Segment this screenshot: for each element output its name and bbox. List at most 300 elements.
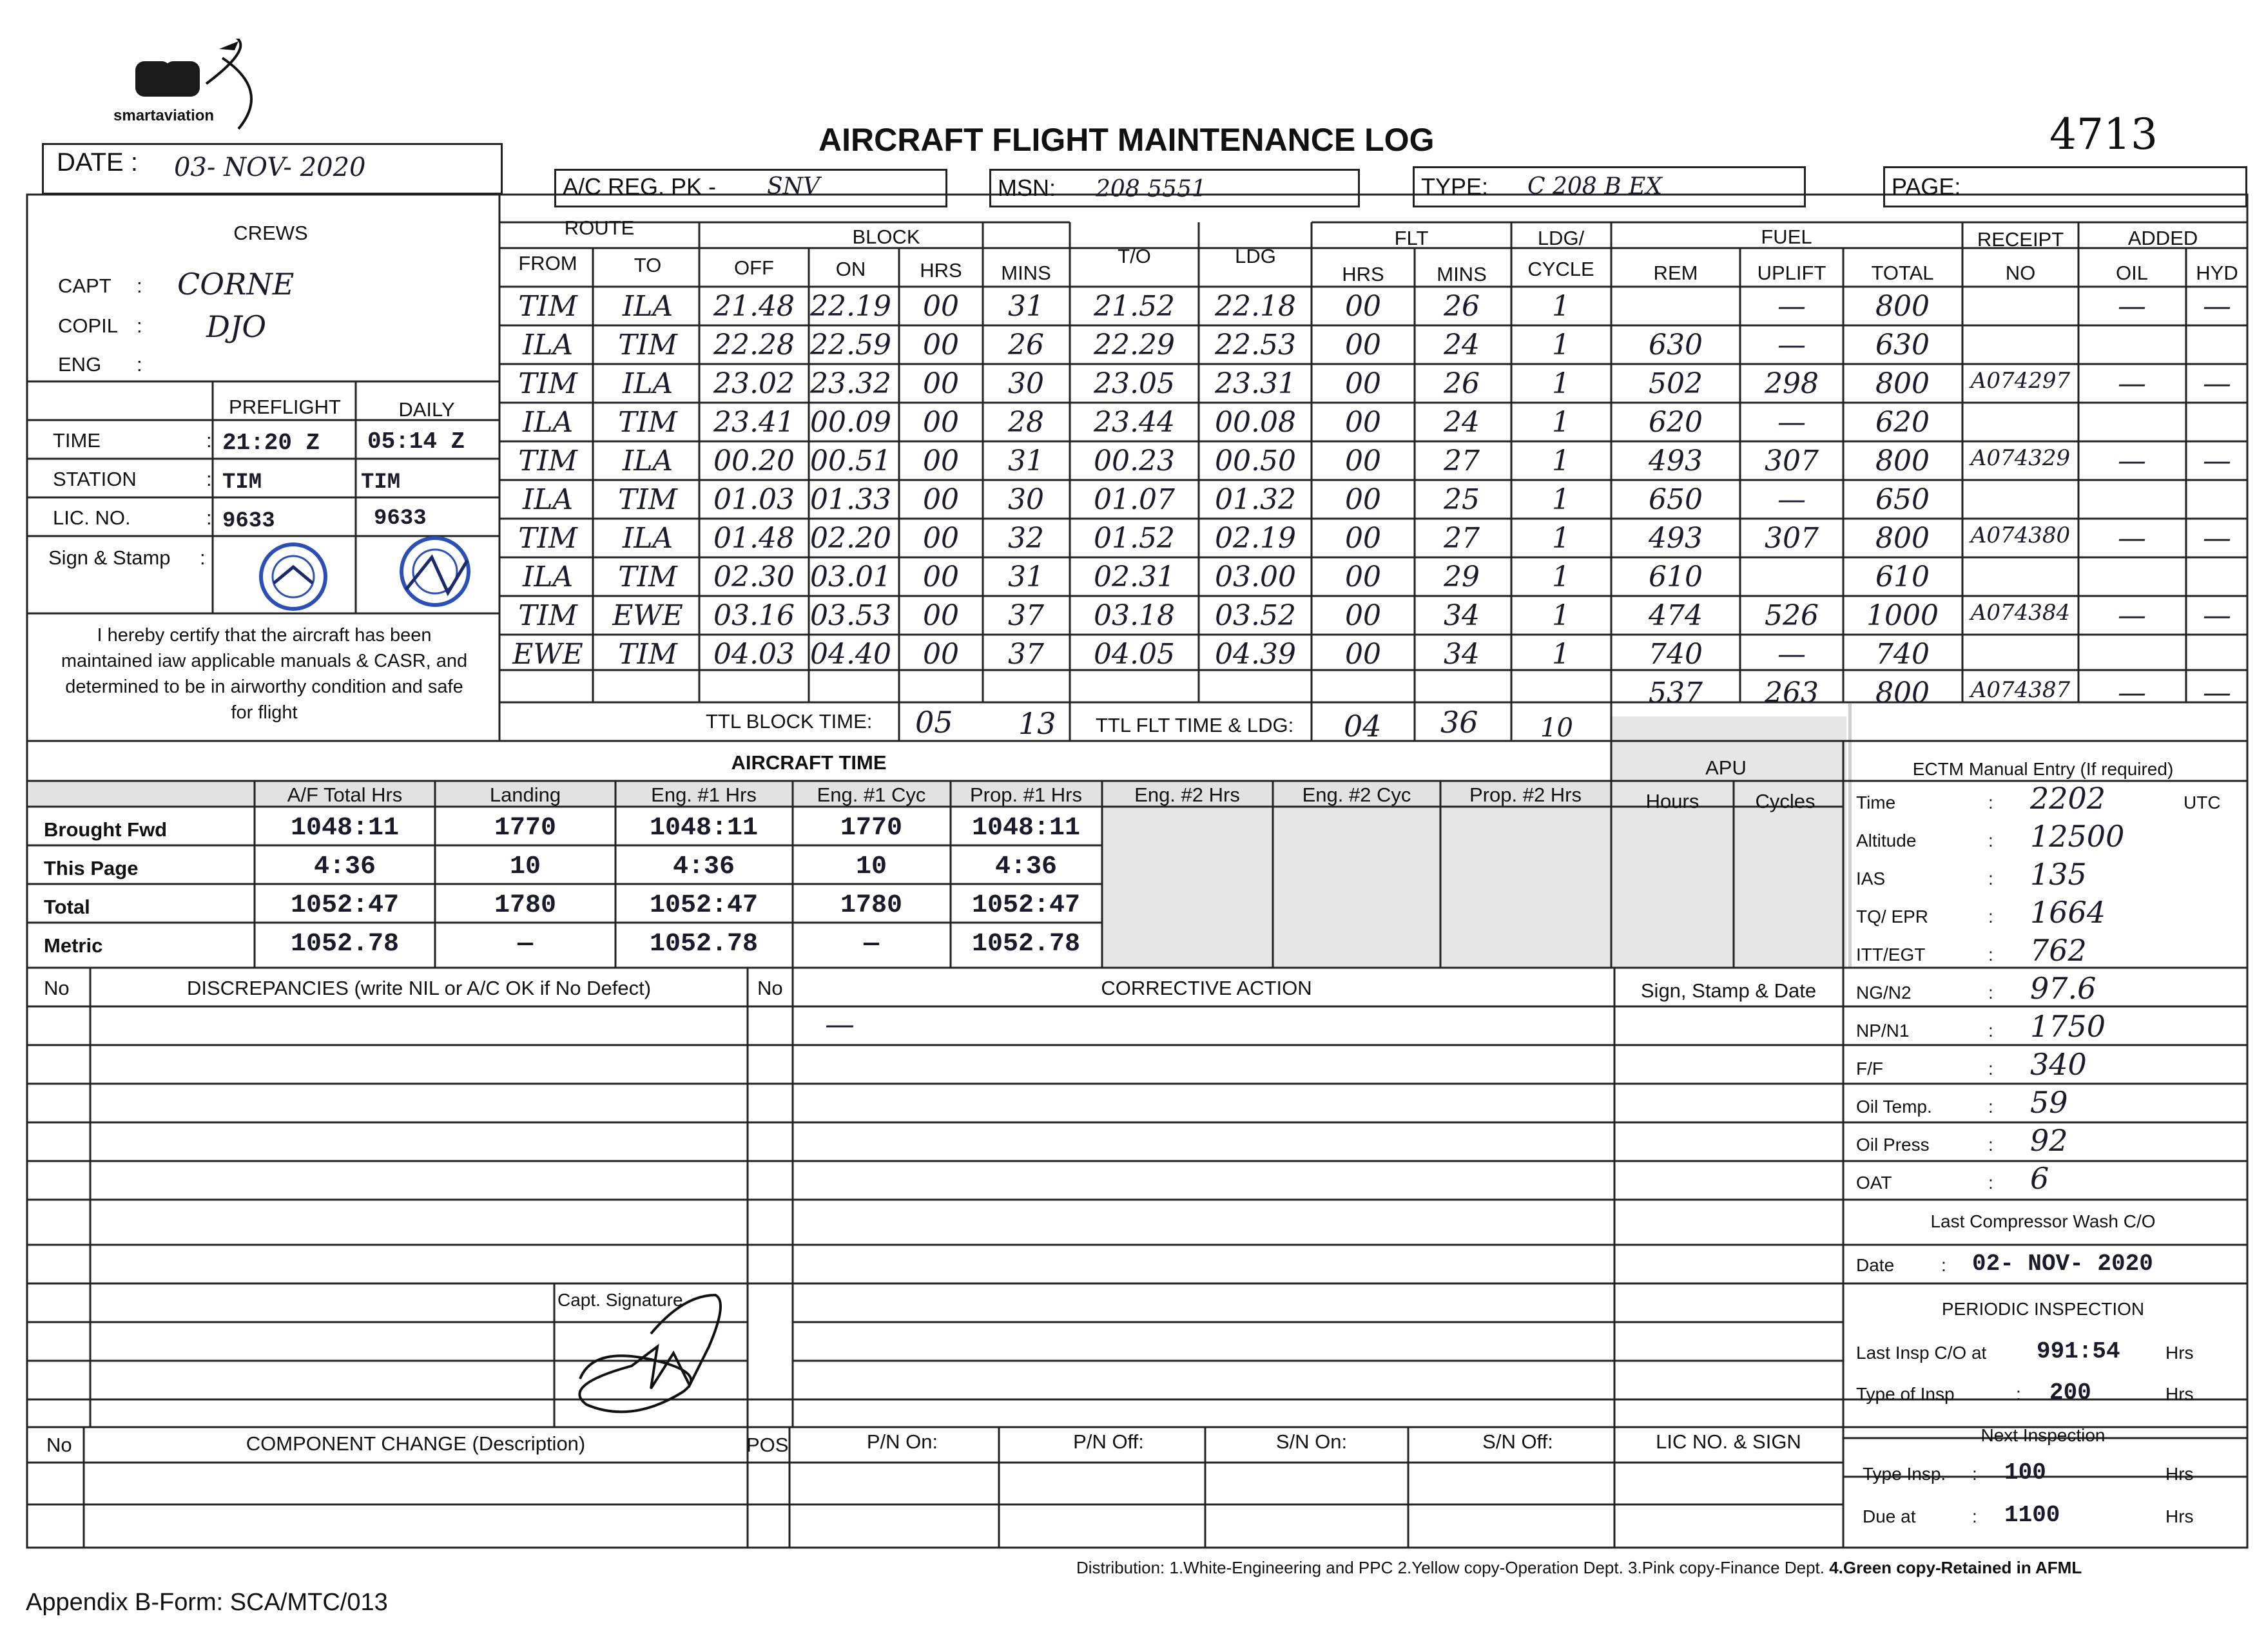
apu-cycles: Cycles <box>1755 790 1816 812</box>
type-insp-label: Type of Insp <box>1856 1384 1955 1404</box>
flight-cell-from: ILA <box>522 483 574 516</box>
aircraft-time-cell: 1770 <box>494 814 557 843</box>
comp-pn-on: P/N On: <box>866 1430 938 1453</box>
capt-label: CAPT <box>58 274 111 297</box>
date-value: 03- NOV- 2020 <box>174 153 366 182</box>
station-label: STATION <box>53 468 137 490</box>
sign-colon: : <box>200 546 206 569</box>
flight-cell-off: 01.03 <box>713 483 795 516</box>
hdr-off: OFF <box>734 256 774 279</box>
apu-heading: APU <box>1705 756 1747 779</box>
flight-cell-flt-hrs: 00 <box>1345 483 1381 516</box>
next-type-colon: : <box>1972 1464 1977 1484</box>
hdr-hrs: HRS <box>920 259 962 282</box>
aircraft-time-cell: 1780 <box>840 891 903 920</box>
distribution-note <box>1076 1558 2082 1578</box>
flight-cell-cyc: 1 <box>1552 638 1570 671</box>
ectm-item-label: Oil Press <box>1856 1135 1930 1155</box>
disc-heading: DISCREPANCIES (write NIL or A/C OK if No Defect) <box>186 977 652 999</box>
flight-cell-hrs: 00 <box>923 483 959 516</box>
next-type-value: 100 <box>2004 1459 2046 1486</box>
flight-cell-hyd: — <box>2203 677 2231 709</box>
flight-cell-uplift: — <box>1777 290 1806 323</box>
ttl-flt-mins: 36 <box>1440 705 1478 740</box>
flight-cell-to: EWE <box>612 599 683 632</box>
aircraft-time-col-header: Prop. #1 Hrs <box>969 783 1083 806</box>
flight-cell-off: 02.30 <box>713 561 795 593</box>
comp-pn-off: P/N Off: <box>1073 1430 1144 1453</box>
aircraft-time-cell: 1048:11 <box>290 814 400 843</box>
flight-cell-flt-hrs: 00 <box>1345 561 1381 593</box>
flight-cell-mins: 31 <box>1008 445 1044 477</box>
flight-cell-total: 740 <box>1875 638 1930 671</box>
ectm-item-colon: : <box>1988 1097 1993 1117</box>
page-label: PAGE: <box>1892 173 1961 200</box>
flight-cell-cyc: 1 <box>1552 290 1570 323</box>
aircraft-time-cell: 10 <box>855 852 887 881</box>
flight-cell-to: TIM <box>618 638 677 671</box>
ectm-item-value: 2202 <box>2030 781 2106 816</box>
aircraft-time-cell: 1052:47 <box>649 891 759 920</box>
ttl-flt-hrs: 04 <box>1344 709 1382 744</box>
flight-cell-mins: 28 <box>1008 406 1044 439</box>
flight-cell-mins: 37 <box>1008 638 1044 671</box>
flight-cell-to-t: 04.05 <box>1094 638 1175 671</box>
flight-cell-ldg: 23.31 <box>1215 367 1296 400</box>
ectm-item-label: F/F <box>1856 1059 1883 1079</box>
ectm-item-label: OAT <box>1856 1173 1892 1193</box>
flight-cell-rem: 630 <box>1649 329 1703 361</box>
hdr-block: BLOCK <box>852 226 920 248</box>
ttl-block-hrs: 05 <box>915 705 953 740</box>
lic-label: LIC. NO. <box>53 506 131 529</box>
flight-cell-hrs: 00 <box>923 329 959 361</box>
flight-cell-total: 630 <box>1875 329 1930 361</box>
aircraft-time-col-header: Prop. #2 Hrs <box>1469 783 1582 806</box>
flight-cell-to-t: 00.23 <box>1094 445 1175 477</box>
flight-cell-total: 650 <box>1875 483 1930 516</box>
aircraft-time-cell: 10 <box>509 852 541 881</box>
ectm-item-value: 1664 <box>2030 895 2106 930</box>
inspection-stamp-daily <box>387 532 483 615</box>
flight-cell-flt-mins: 34 <box>1444 638 1480 671</box>
flight-cell-on: 22.59 <box>810 329 891 361</box>
aircraft-time-col-header: A/F Total Hrs <box>287 783 403 806</box>
flight-cell-flt-hrs: 00 <box>1345 599 1381 632</box>
flight-cell-ldg: 04.39 <box>1215 638 1296 671</box>
ectm-item-label: Altitude <box>1856 831 1917 850</box>
crews-heading: CREWS <box>233 222 308 244</box>
flight-cell-flt-mins: 34 <box>1444 599 1480 632</box>
flight-cell-off: 22.28 <box>713 329 795 361</box>
apu-hours: Hours <box>1645 790 1700 812</box>
flight-cell-to-t: 01.07 <box>1094 483 1175 516</box>
flight-cell-cyc: 1 <box>1552 483 1570 516</box>
lic-preflight: 9633 <box>222 509 275 533</box>
flight-cell-oil: — <box>2118 599 2146 632</box>
ectm-item-colon: : <box>1988 907 1993 927</box>
flight-cell-total: 1000 <box>1866 599 1939 632</box>
aircraft-time-col-header: Landing <box>489 783 561 806</box>
station-colon: : <box>206 468 212 490</box>
distribution-bold: 4.Green copy-Retained in AFML <box>1829 1558 2082 1577</box>
hdr-ldg-cycle-1: LDG/ <box>1537 227 1585 249</box>
due-value: 1100 <box>2004 1502 2060 1528</box>
lic-daily: 9633 <box>374 506 427 531</box>
hdr-to-time: T/O <box>1118 245 1151 267</box>
hdr-to: TO <box>634 254 662 276</box>
flight-cell-hrs: 00 <box>923 445 959 477</box>
type-insp-value: 200 <box>2049 1379 2091 1406</box>
certify-line-1: I hereby certify that the aircraft has been <box>97 625 432 646</box>
aircraft-time-row-label: Brought Fwd <box>44 818 168 841</box>
flight-cell-from: TIM <box>518 367 577 400</box>
flight-cell-ldg: 01.32 <box>1215 483 1296 516</box>
flight-cell-on: 00.09 <box>810 406 891 439</box>
flight-cell-to: TIM <box>618 561 677 593</box>
ttl-block-mins: 13 <box>1018 706 1056 741</box>
flight-cell-cyc: 1 <box>1552 406 1570 439</box>
flight-cell-uplift: — <box>1777 406 1806 439</box>
flight-cell-hyd: — <box>2203 290 2231 323</box>
flight-cell-from: TIM <box>518 599 577 632</box>
flight-cell-from: TIM <box>518 290 577 323</box>
hdr-ldg-cycle-2: CYCLE <box>1527 258 1594 280</box>
flight-cell-on: 03.53 <box>810 599 891 632</box>
flight-cell-to: ILA <box>622 367 673 400</box>
aircraft-time-col-header: Eng. #1 Hrs <box>651 783 757 806</box>
ttl-flt-label: TTL FLT TIME & LDG: <box>1096 714 1294 736</box>
flight-cell-ldg: 02.19 <box>1215 522 1296 555</box>
flight-cell-flt-mins: 26 <box>1444 290 1480 323</box>
flight-cell-cyc: 1 <box>1552 599 1570 632</box>
flight-cell-to: TIM <box>618 329 677 361</box>
next-type-label: Type Insp. <box>1863 1464 1946 1484</box>
ectm-item-value: 135 <box>2030 857 2087 892</box>
aircraft-time-cell: — <box>863 930 880 959</box>
flight-cell-hyd: — <box>2203 522 2231 555</box>
flight-cell-flt-mins: 26 <box>1444 367 1480 400</box>
flight-cell-mins: 30 <box>1008 483 1044 516</box>
flight-cell-flt-mins: 27 <box>1444 445 1480 477</box>
msn-value: 208 5551 <box>1096 176 1206 202</box>
flight-cell-on: 02.20 <box>810 522 891 555</box>
aircraft-time-cell: 1048:11 <box>971 814 1081 843</box>
ectm-item-value: 340 <box>2030 1047 2087 1082</box>
flight-cell-ldg: 00.50 <box>1215 445 1296 477</box>
flight-cell-to: ILA <box>622 445 673 477</box>
flight-cell-hrs: 00 <box>923 561 959 593</box>
copil-colon: : <box>137 314 142 337</box>
due-colon: : <box>1972 1506 1977 1526</box>
time-daily: 05:14 Z <box>367 428 465 455</box>
aircraft-time-row-label: This Page <box>44 857 139 879</box>
flight-cell-ldg: 22.53 <box>1215 329 1296 361</box>
flight-cell-rem: 537 <box>1649 677 1703 709</box>
hdr-from: FROM <box>518 252 577 274</box>
flight-cell-hrs: 00 <box>923 290 959 323</box>
flight-cell-flt-hrs: 00 <box>1345 445 1381 477</box>
logo <box>110 39 296 135</box>
aircraft-time-cell: 4:36 <box>313 852 376 881</box>
flight-cell-flt-mins: 25 <box>1444 483 1480 516</box>
flight-cell-to-t: 23.44 <box>1094 406 1175 439</box>
flight-cell-oil: — <box>2118 445 2146 477</box>
flight-cell-flt-mins: 24 <box>1444 406 1480 439</box>
hdr-on: ON <box>835 258 866 280</box>
aircraft-time-cell: — <box>517 930 534 959</box>
aircraft-time-cell: 1052:47 <box>290 891 400 920</box>
ttl-ldg: 10 <box>1540 713 1573 743</box>
compressor-date-label: Date <box>1856 1255 1895 1275</box>
compressor-date-value: 02- NOV- 2020 <box>1972 1251 2153 1277</box>
flight-cell-off: 21.48 <box>713 290 795 323</box>
ectm-item-label: NG/N2 <box>1856 983 1912 1003</box>
flight-cell-to-t: 22.29 <box>1094 329 1175 361</box>
next-insp-heading: Next Inspection <box>1980 1425 2106 1445</box>
flight-cell-from: TIM <box>518 522 577 555</box>
flight-cell-ldg: 22.18 <box>1215 290 1296 323</box>
flight-cell-uplift: 307 <box>1765 445 1819 477</box>
acreg-label: A/C REG. PK - <box>563 173 717 200</box>
flight-cell-off: 23.41 <box>713 406 795 439</box>
type-insp-colon: : <box>2016 1384 2021 1404</box>
hdr-flt-hrs: HRS <box>1342 263 1384 285</box>
flight-cell-off: 23.02 <box>713 367 795 400</box>
due-label: Due at <box>1863 1506 1916 1526</box>
ectm-utc: UTC <box>2184 792 2221 812</box>
aircraft-time-cell: 1052:47 <box>971 891 1081 920</box>
aircraft-time-row-label: Total <box>44 896 90 918</box>
hdr-flt-mins: MINS <box>1437 263 1487 285</box>
certify-line-3: determined to be in airworthy condition and safe <box>65 677 463 697</box>
eng-colon: : <box>137 353 142 376</box>
sign-label: Sign & Stamp <box>48 546 171 569</box>
flight-cell-to-t: 23.05 <box>1094 367 1175 400</box>
flight-cell-oil: — <box>2118 290 2146 323</box>
certify-line-4: for flight <box>231 702 298 723</box>
flight-cell-receipt: A074329 <box>1970 445 2071 471</box>
flight-cell-to: TIM <box>618 483 677 516</box>
flight-cell-to-t: 01.52 <box>1094 522 1175 555</box>
flight-cell-hrs: 00 <box>923 367 959 400</box>
captain-signature <box>554 1276 748 1424</box>
hdr-added: ADDED <box>2127 227 2198 249</box>
flight-cell-receipt: A074387 <box>1970 677 2071 703</box>
flight-cell-mins: 37 <box>1008 599 1044 632</box>
station-preflight: TIM <box>222 470 262 495</box>
flight-cell-total: 800 <box>1875 367 1930 400</box>
flight-cell-uplift: — <box>1777 329 1806 361</box>
flight-cell-on: 23.32 <box>810 367 891 400</box>
inspection-stamp-preflight <box>248 538 338 615</box>
hdr-flt: FLT <box>1394 227 1429 249</box>
distribution-text: Distribution: 1.White-Engineering and PPC 2.Yellow copy-Operation Dept. 3.Pink copy-Finance Dept. <box>1076 1558 1825 1577</box>
flight-cell-hyd: — <box>2203 445 2231 477</box>
capt-value: CORNE <box>177 267 295 302</box>
hdr-mins: MINS <box>1001 262 1051 284</box>
ectm-item-value: 97.6 <box>2030 971 2097 1006</box>
flight-cell-hrs: 00 <box>923 599 959 632</box>
time-colon: : <box>206 429 212 452</box>
comp-pos: POS <box>746 1434 789 1456</box>
hdr-receipt-2: NO <box>2005 262 2036 284</box>
comp-heading: COMPONENT CHANGE (Description) <box>246 1432 586 1455</box>
time-preflight: 21:20 Z <box>222 430 320 456</box>
ectm-item-colon: : <box>1988 869 1993 888</box>
flight-cell-mins: 30 <box>1008 367 1044 400</box>
flight-cell-flt-mins: 29 <box>1444 561 1480 593</box>
ectm-item-label: Oil Temp. <box>1856 1097 1932 1117</box>
flight-cell-uplift: 307 <box>1765 522 1819 555</box>
flight-cell-flt-mins: 24 <box>1444 329 1480 361</box>
type-value: C 208 B EX <box>1527 173 1662 200</box>
date-label: DATE : <box>57 148 138 177</box>
aircraft-time-cell: 1048:11 <box>649 814 759 843</box>
ectm-item-value: 92 <box>2030 1123 2068 1158</box>
ectm-item-label: IAS <box>1856 869 1886 888</box>
flight-cell-off: 01.48 <box>713 522 795 555</box>
form-title: AIRCRAFT FLIGHT MAINTENANCE LOG <box>818 122 1435 158</box>
station-daily: TIM <box>361 470 401 495</box>
flight-cell-mins: 32 <box>1008 522 1044 555</box>
ectm-item-colon: : <box>1988 792 1993 812</box>
certify-line-2: maintained iaw applicable manuals & CASR, and <box>61 651 468 671</box>
hrs-label-3: Hrs <box>2165 1464 2194 1484</box>
flight-cell-uplift: — <box>1777 638 1806 671</box>
eng-label: ENG <box>58 353 102 376</box>
flight-cell-oil: — <box>2118 677 2146 709</box>
flight-cell-rem: 493 <box>1649 522 1703 555</box>
flight-cell-ldg: 03.52 <box>1215 599 1296 632</box>
aircraft-time-cell: 1052.78 <box>290 930 400 959</box>
aircraft-time-cell: 1770 <box>840 814 903 843</box>
flight-cell-hrs: 00 <box>923 522 959 555</box>
flight-cell-flt-mins: 27 <box>1444 522 1480 555</box>
appendix-label: Appendix B-Form: SCA/MTC/013 <box>26 1589 388 1616</box>
flight-cell-flt-hrs: 00 <box>1345 638 1381 671</box>
periodic-heading: PERIODIC INSPECTION <box>1941 1299 2145 1319</box>
flight-cell-rem: 474 <box>1649 599 1703 632</box>
flight-cell-uplift: 526 <box>1765 599 1819 632</box>
hdr-rem: REM <box>1653 262 1698 284</box>
type-label: TYPE: <box>1421 173 1489 200</box>
flight-cell-from: TIM <box>518 445 577 477</box>
flight-cell-hyd: — <box>2203 367 2231 400</box>
flight-cell-ldg: 03.00 <box>1215 561 1296 593</box>
ectm-item-value: 6 <box>2030 1161 2049 1196</box>
ectm-item-colon: : <box>1988 1059 1993 1079</box>
flight-cell-to-t: 21.52 <box>1094 290 1175 323</box>
flight-cell-total: 800 <box>1875 290 1930 323</box>
acreg-value: SNV <box>767 173 820 200</box>
copil-value: DJO <box>206 309 267 344</box>
flight-cell-from: EWE <box>512 638 583 671</box>
flight-cell-flt-hrs: 00 <box>1345 367 1381 400</box>
hrs-label-4: Hrs <box>2165 1506 2194 1526</box>
ectm-item-colon: : <box>1988 1173 1993 1193</box>
sign-stamp-date-heading: Sign, Stamp & Date <box>1640 979 1817 1002</box>
hrs-label-1: Hrs <box>2165 1343 2194 1363</box>
flight-cell-rem: 502 <box>1649 367 1703 400</box>
msn-label: MSN: <box>998 175 1056 201</box>
corrective-heading: CORRECTIVE ACTION <box>1101 977 1312 999</box>
flight-cell-rem: 650 <box>1649 483 1703 516</box>
flight-cell-flt-hrs: 00 <box>1345 329 1381 361</box>
time-label: TIME <box>53 429 101 452</box>
aircraft-time-row-label: Metric <box>44 934 103 957</box>
flight-cell-oil: — <box>2118 522 2146 555</box>
flight-cell-hrs: 00 <box>923 638 959 671</box>
flight-cell-from: ILA <box>522 406 574 439</box>
flight-cell-receipt: A074380 <box>1970 523 2071 548</box>
flight-cell-mins: 31 <box>1008 561 1044 593</box>
flight-cell-off: 04.03 <box>713 638 795 671</box>
flight-cell-to: ILA <box>622 522 673 555</box>
ectm-item-colon: : <box>1988 1135 1993 1155</box>
flight-cell-to: ILA <box>622 290 673 323</box>
ectm-item-label: ITT/EGT <box>1856 945 1926 965</box>
flight-cell-cyc: 1 <box>1552 329 1570 361</box>
flight-cell-hrs: 00 <box>923 406 959 439</box>
aircraft-time-col-header: Eng. #2 Cyc <box>1302 783 1411 806</box>
flight-cell-uplift: 263 <box>1765 677 1819 709</box>
flight-cell-off: 03.16 <box>713 599 795 632</box>
comp-sn-on: S/N On: <box>1275 1430 1348 1453</box>
flight-cell-total: 800 <box>1875 677 1930 709</box>
comp-no-label: No <box>46 1434 72 1456</box>
comp-lic: LIC NO. & SIGN <box>1656 1430 1801 1453</box>
flight-cell-rem: 493 <box>1649 445 1703 477</box>
aircraft-time-cell: 1052.78 <box>649 930 759 959</box>
flight-cell-on: 03.01 <box>810 561 891 593</box>
compressor-colon: : <box>1941 1255 1946 1275</box>
logo-wordmark: smartaviation <box>113 107 215 124</box>
flight-cell-uplift: — <box>1777 483 1806 516</box>
flight-cell-total: 800 <box>1875 522 1930 555</box>
ectm-item-value: 762 <box>2030 933 2087 968</box>
ectm-item-value: 1750 <box>2030 1009 2106 1044</box>
corrective-entry: — <box>825 1006 855 1041</box>
hdr-receipt-1: RECEIPT <box>1977 228 2064 251</box>
aircraft-time-cell: 4:36 <box>672 852 735 881</box>
flight-cell-to-t: 02.31 <box>1094 561 1175 593</box>
flight-cell-hyd: — <box>2203 599 2231 632</box>
preflight-label: PREFLIGHT <box>229 396 341 418</box>
ectm-item-value: 59 <box>2030 1085 2068 1120</box>
flight-cell-on: 04.40 <box>810 638 891 671</box>
flight-cell-on: 00.51 <box>810 445 891 477</box>
last-insp-value: 991:54 <box>2037 1338 2120 1365</box>
flight-cell-to-t: 03.18 <box>1094 599 1175 632</box>
flight-cell-rem: 610 <box>1649 561 1703 593</box>
flight-cell-total: 800 <box>1875 445 1930 477</box>
flight-cell-receipt: A074297 <box>1970 368 2071 394</box>
flight-cell-from: ILA <box>522 329 574 361</box>
aircraft-time-cell: 1780 <box>494 891 557 920</box>
disc-no-label: No <box>44 977 70 999</box>
flight-cell-uplift: 298 <box>1765 367 1819 400</box>
aircraft-time-cell: 1052.78 <box>971 930 1081 959</box>
ectm-item-colon: : <box>1988 945 1993 965</box>
flight-cell-ldg: 00.08 <box>1215 406 1296 439</box>
copil-label: COPIL <box>58 314 119 337</box>
ectm-item-value: 12500 <box>2030 819 2125 854</box>
flight-cell-flt-hrs: 00 <box>1345 522 1381 555</box>
flight-cell-total: 620 <box>1875 406 1930 439</box>
flight-cell-mins: 31 <box>1008 290 1044 323</box>
last-insp-label: Last Insp C/O at <box>1856 1343 1987 1363</box>
